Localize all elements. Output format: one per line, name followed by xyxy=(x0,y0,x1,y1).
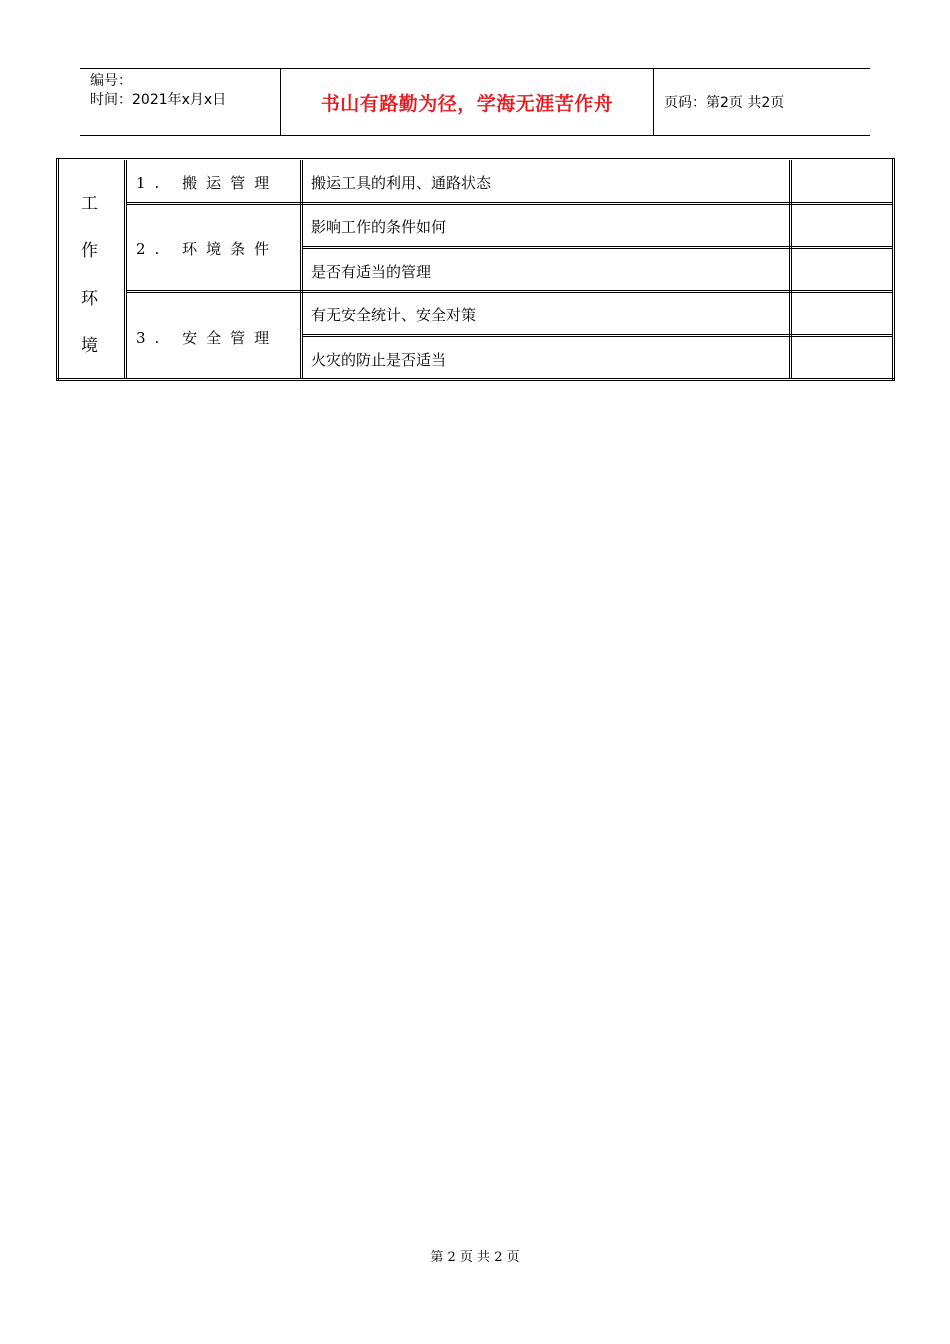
subcategory-transport: 1. 搬运管理 xyxy=(136,174,279,192)
page-header xyxy=(80,68,870,136)
row-divider-group-1 xyxy=(126,202,892,203)
item-transport-tools: 搬运工具的利用、通路状态 xyxy=(311,174,492,192)
category-char-1: 工 xyxy=(81,194,98,214)
subcategory-safety: 3. 安全管理 xyxy=(136,329,279,347)
table-border-left xyxy=(56,158,57,381)
row-divider-group-2 xyxy=(126,290,892,291)
page-footer: 第 2 页 共 2 页 xyxy=(430,1250,520,1265)
document-number-label: 编号： xyxy=(90,73,132,89)
row-divider-group-1-double xyxy=(126,204,892,205)
row-divider-group-2-double xyxy=(126,292,892,293)
row-divider-item-3a xyxy=(302,334,892,335)
table-border-left-double xyxy=(58,158,59,381)
col-divider-3 xyxy=(789,160,790,379)
header-left-cell xyxy=(80,69,281,135)
table-border-bottom-double xyxy=(56,380,894,381)
subcategory-environment: 2. 环境条件 xyxy=(136,240,279,258)
item-fire-prevention: 火灾的防止是否适当 xyxy=(311,351,447,369)
category-char-4: 境 xyxy=(81,336,98,356)
row-divider-item-2a xyxy=(302,246,892,247)
header-motto: 书山有路勤为径，学海无涯苦作舟 xyxy=(281,69,654,135)
col-divider-1-double xyxy=(126,160,127,379)
col-divider-1 xyxy=(124,160,125,379)
row-divider-item-2a-double xyxy=(302,248,892,249)
category-char-3: 环 xyxy=(81,289,98,309)
document-time-label: 时间：2021年x月x日 xyxy=(90,92,227,108)
table-border-bottom xyxy=(56,378,894,379)
col-divider-3-double xyxy=(791,160,792,379)
table-border-top xyxy=(56,158,894,159)
item-safety-statistics: 有无安全统计、安全对策 xyxy=(311,306,477,324)
col-divider-2 xyxy=(300,160,301,379)
table-border-right xyxy=(892,158,893,381)
item-proper-management: 是否有适当的管理 xyxy=(311,263,432,281)
category-char-2: 作 xyxy=(81,241,98,261)
work-environment-table xyxy=(56,158,894,380)
header-page-info: 页码：第2页 共2页 xyxy=(664,95,785,111)
col-divider-2-double xyxy=(302,160,303,379)
table-border-right-double xyxy=(894,158,895,381)
item-work-conditions: 影响工作的条件如何 xyxy=(311,218,447,236)
row-divider-item-3a-double xyxy=(302,336,892,337)
